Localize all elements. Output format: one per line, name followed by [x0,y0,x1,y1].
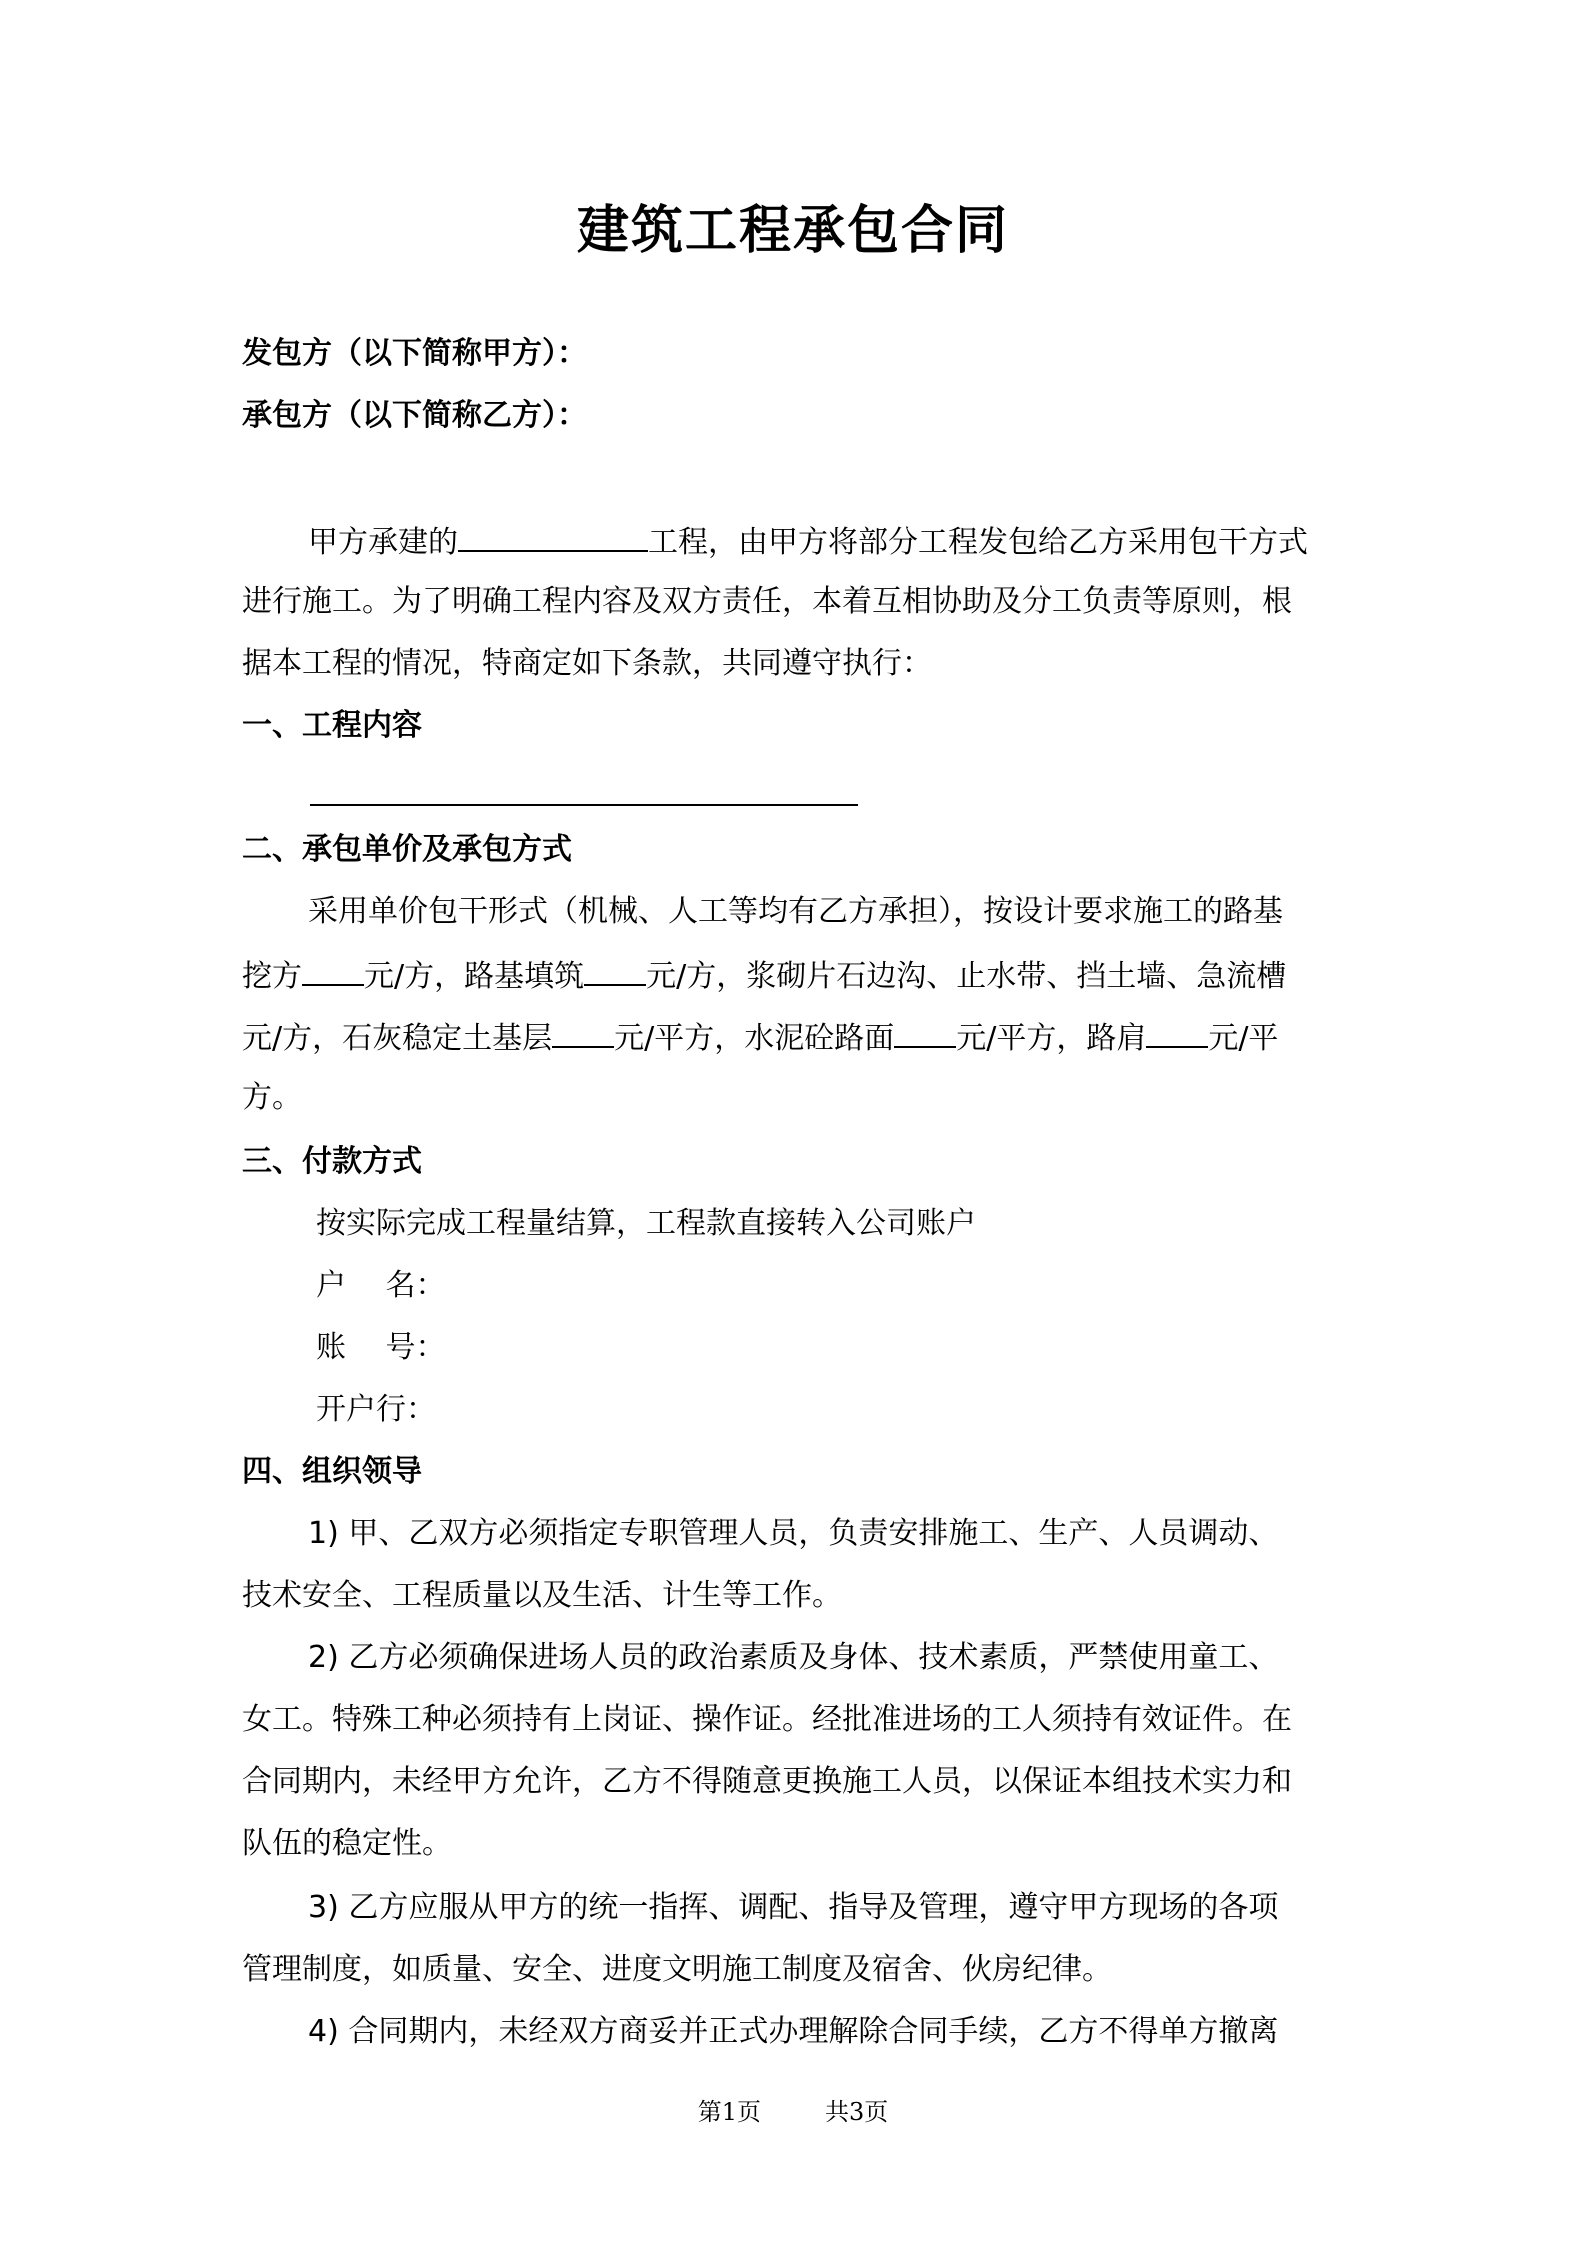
s4-p3-line-1: 3) 乙方应服从甲方的统一指挥、调配、指导及管理，遵守甲方现场的各项 [308,1890,1279,1925]
s4-p2-line-1: 2) 乙方必须确保进场人员的政治素质及身体、技术素质，严禁使用童工、 [308,1640,1279,1675]
page-number: 第1页 [697,2098,761,2126]
page-total: 共3页 [825,2098,889,2126]
s2-line-4: 方。 [242,1080,302,1115]
document-title: 建筑工程承包合同 [576,201,1009,261]
project-name-blank [458,520,648,552]
s4-p2-line-4: 队伍的稳定性。 [242,1826,452,1861]
s2-l2-a: 挖方 [242,959,302,994]
s2-l3-a: 元/方，石灰稳定土基层 [242,1021,553,1056]
intro-line-3: 据本工程的情况，特商定如下条款，共同遵守执行： [242,646,932,681]
intro-text-a: 甲方承建的 [308,525,458,560]
section-3-heading: 三、付款方式 [242,1144,422,1179]
s4-p4-line-1: 4) 合同期内，未经双方商妥并正式办理解除合同手续，乙方不得单方撤离 [308,2014,1279,2049]
s2-line-1: 采用单价包干形式（机械、人工等均有乙方承担），按设计要求施工的路基 [308,894,1283,929]
s4-p1-line-1: 1) 甲、乙双方必须指定专职管理人员，负责安排施工、生产、人员调动、 [308,1516,1279,1551]
s2-l2-b: 元/方，路基填筑 [364,959,585,994]
party-b-line: 承包方（以下简称乙方）： [242,398,587,433]
base-price-blank [552,1016,614,1048]
s2-l3-d: 元/平 [1208,1021,1279,1056]
s2-line-2 [242,954,1286,997]
intro-line-2: 进行施工。为了明确工程内容及双方责任，本着互相协助及分工负责等原则，根 [242,584,1292,619]
bank-label: 开户行： [316,1392,436,1427]
s4-p2-line-2: 女工。特殊工种必须持有上岗证、操作证。经批准进场的工人须持有效证件。在 [242,1702,1292,1737]
account-name-label: 户 名： [316,1268,446,1303]
intro-line-1 [308,520,1308,563]
intro-text-b: 工程，由甲方将部分工程发包给乙方采用包干方式 [648,525,1308,560]
section-4-heading: 四、组织领导 [242,1454,422,1489]
s4-p2-line-3: 合同期内，未经甲方允许，乙方不得随意更换施工人员，以保证本组技术实力和 [242,1764,1292,1799]
shoulder-price-blank [1146,1016,1208,1048]
s2-l3-c: 元/平方，路肩 [956,1021,1147,1056]
party-a-line: 发包方（以下简称甲方）： [242,336,587,371]
page-footer [0,2092,1586,2127]
s3-line-1: 按实际完成工程量结算，工程款直接转入公司账户 [316,1206,976,1241]
s4-p3-line-2: 管理制度，如质量、安全、进度文明施工制度及宿舍、伙房纪律。 [242,1952,1112,1987]
excavation-price-blank [302,954,364,986]
section-1-heading: 一、工程内容 [242,708,422,743]
section-2-heading: 二、承包单价及承包方式 [242,832,572,867]
work-content-blank [310,804,858,806]
fill-price-blank [584,954,646,986]
s2-l2-c: 元/方，浆砌片石边沟、止水带、挡土墙、急流槽 [646,959,1287,994]
pavement-price-blank [894,1016,956,1048]
s2-line-3 [242,1016,1278,1059]
s4-p1-line-2: 技术安全、工程质量以及生活、计生等工作。 [242,1578,842,1613]
s2-l3-b: 元/平方，水泥砼路面 [614,1021,895,1056]
account-number-label: 账 号： [316,1330,446,1365]
